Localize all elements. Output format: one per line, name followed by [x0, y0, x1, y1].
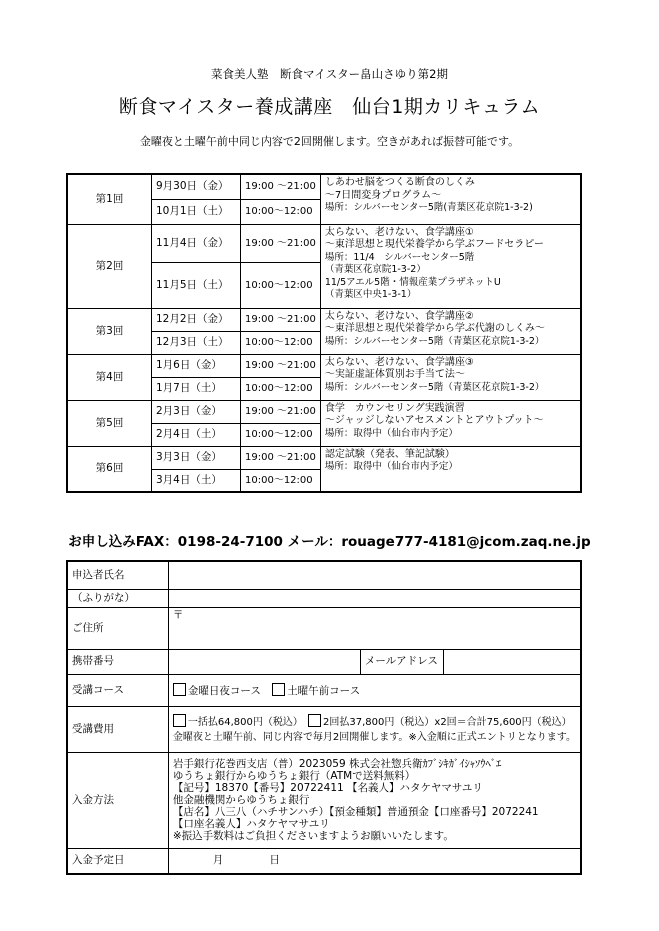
payment-line: 岩手銀行花巻西支店（普）2023059 株式会社惣兵衛ｶﾌﾞｼｷｶﾞｲｼｬｿｳﾍﾞｴ [172, 758, 502, 770]
session-time: 19:00 ～21:00 [241, 308, 321, 331]
lecture-number: 第1回 [67, 174, 152, 224]
course-options [168, 674, 581, 706]
lecture-number: 第6回 [67, 446, 152, 492]
course-option-friday[interactable]: 金曜日夜コース [173, 685, 261, 697]
payment-line: 【口座名義人】ハタケヤマサユリ [172, 818, 330, 830]
session-date: 2月4日（土） [152, 423, 241, 446]
lecture-row [67, 224, 581, 262]
form-row-course [67, 674, 581, 706]
name-field[interactable] [168, 561, 581, 589]
lecture-description [320, 174, 581, 224]
form-row-contact [67, 649, 581, 674]
school-subtitle: 菜食美人塾 断食マイスター畠山さゆり第2期 [211, 67, 448, 81]
session-time: 10:00～12:00 [241, 469, 321, 492]
lecture-description [320, 224, 581, 308]
description-line: ～東洋思想と現代栄養学から学ぶ代謝のしくみ～ [324, 323, 545, 334]
lecture-row [67, 354, 581, 377]
description-line: 食学 カウンセリング実践演習 [324, 402, 465, 414]
email-cell [360, 649, 581, 674]
date-field[interactable] [168, 848, 581, 874]
fee-option-split[interactable]: 2回払37,800円（税込）x2回＝合計75,600円（税込） [306, 717, 572, 728]
lecture-number: 第2回 [67, 224, 152, 308]
postal-mark: 〒 [172, 608, 184, 621]
split-payment-checkbox[interactable] [308, 714, 321, 727]
session-time: 10:00～12:00 [241, 331, 321, 354]
lecture-description [320, 308, 581, 354]
contact-info: お申し込みFAX：0198-24-7100 メール：rouage777-4181@jcom.zaq.ne.jp [68, 534, 591, 550]
payment-line: 【記号】18370【番号】20722411 【名義人】ハタケヤマサユリ [172, 782, 483, 794]
lecture-number: 第5回 [67, 400, 152, 446]
venue-line: （青葉区中央1-3-1） [324, 289, 417, 300]
payment-line: 【店名】八三八（ハチサンハチ）【預金種類】普通預金【口座番号】2072241 [172, 806, 539, 818]
fee-note: 金曜夜と土曜午前、同じ内容で毎月2回開催します。※入金順に正式エントリとなります。 [172, 731, 576, 743]
session-date: 1月7日（土） [152, 377, 241, 400]
lecture-row [67, 446, 581, 469]
venue-line: 場所：取得中（仙台市内予定） [324, 427, 458, 439]
phone-field[interactable] [168, 649, 360, 674]
lecture-description [320, 446, 581, 492]
day-label: 日 [269, 854, 280, 867]
venue-line: 場所：取得中（仙台市内予定） [324, 461, 458, 472]
session-date: 3月3日（金） [152, 446, 241, 469]
description-line: ～7日間変身プログラム～ [324, 189, 442, 201]
session-date: 9月30日（金） [152, 174, 241, 199]
session-date: 12月2日（金） [152, 308, 241, 331]
fee-label: 受講費用 [67, 706, 168, 752]
lecture-row [67, 400, 581, 423]
description-line: しあわせ脳をつくる断食のしくみ [324, 177, 475, 188]
session-date: 11月5日（土） [152, 262, 241, 308]
description-line: ～東洋思想と現代栄養学から学ぶフードセラピー [324, 239, 544, 250]
page-title: 断食マイスター養成講座 仙台1期カリキュラム [118, 96, 541, 118]
phone-label: 携帯番号 [67, 649, 168, 674]
lecture-number: 第3回 [67, 308, 152, 354]
session-time: 10:00～12:00 [241, 377, 321, 400]
lecture-row [67, 174, 581, 199]
session-time: 19:00 ～21:00 [241, 400, 321, 423]
lecture-row [67, 308, 581, 331]
lecture-description [320, 400, 581, 446]
venue-line: 場所：11/4 シルバーセンター5階 [324, 251, 475, 263]
session-date: 3月4日（土） [152, 469, 241, 492]
venue-line: 場所：シルバーセンター5階(青葉区花京院1-3-2) [324, 202, 533, 213]
lump-sum-checkbox[interactable] [173, 714, 186, 727]
session-date: 1月6日（金） [152, 354, 241, 377]
form-row-payment [67, 752, 581, 848]
lecture-number: 第4回 [67, 354, 152, 400]
address-field[interactable] [168, 607, 581, 649]
saturday-checkbox[interactable] [272, 683, 285, 696]
description-line: 太らない、老けない、食学講座① [324, 226, 474, 238]
session-time: 19:00 ～21:00 [241, 174, 321, 199]
venue-line: 11/5アエル5階・情報産業プラザネットU [324, 276, 501, 288]
furigana-field[interactable] [168, 589, 581, 607]
date-label: 入金予定日 [67, 848, 168, 874]
session-time: 10:00～12:00 [241, 423, 321, 446]
session-date: 10月1日（土） [152, 199, 241, 224]
session-time: 19:00 ～21:00 [241, 446, 321, 469]
form-row-fee [67, 706, 581, 752]
session-date: 2月3日（金） [152, 400, 241, 423]
session-time: 19:00 ～21:00 [241, 224, 321, 262]
month-label: 月 [212, 854, 224, 867]
description-line: 認定試験（発表、筆記試験） [324, 448, 455, 460]
description-line: ～実証虚証体質別お手当て法～ [324, 369, 465, 380]
payment-label: 入金方法 [67, 752, 168, 848]
course-label: 受講コース [67, 674, 168, 706]
fee-options [168, 706, 581, 752]
payment-line: ゆうちょ銀行からゆうちょ銀行（ATMで送料無料） [172, 770, 416, 782]
schedule-note: 金曜夜と土曜午前中同じ内容で2回開催します。空きがあれば振替可能です。 [139, 135, 520, 148]
fee-option-lump[interactable]: 一括払64,800円（税込） [173, 717, 303, 728]
description-line: 太らない、老けない、食学講座② [324, 310, 474, 322]
form-row-address [67, 607, 581, 649]
session-time: 10:00～12:00 [241, 262, 321, 308]
email-label: メールアドレス [361, 650, 444, 674]
lecture-description [320, 354, 581, 400]
name-label: 申込者氏名 [67, 561, 168, 589]
venue-line: 場所：シルバーセンター5階（青葉区花京院1-3-2） [324, 381, 545, 393]
session-time: 19:00 ～21:00 [241, 354, 321, 377]
application-form [66, 560, 582, 875]
venue-line: （青葉区花京院1-3-2） [324, 264, 426, 275]
friday-checkbox[interactable] [173, 683, 186, 696]
session-date: 12月3日（土） [152, 331, 241, 354]
session-time: 10:00～12:00 [241, 199, 321, 224]
session-date: 11月4日（金） [152, 224, 241, 262]
payment-line: ※振込手数料はご負担くださいますようお願いいたします。 [172, 830, 454, 842]
form-row-furigana [67, 589, 581, 607]
venue-line: 場所：シルバーセンター5階（青葉区花京院1-3-2） [324, 335, 545, 347]
furigana-label: （ふりがな） [67, 589, 168, 607]
form-row-name [67, 561, 581, 589]
curriculum-table [66, 173, 582, 493]
email-field[interactable] [444, 650, 576, 674]
description-line: ～ジャッジしないアセスメントとアウトプット～ [324, 415, 544, 426]
payment-details [168, 752, 581, 848]
payment-line: 他金融機関からゆうちょ銀行 [172, 794, 310, 806]
description-line: 太らない、老けない、食学講座③ [324, 356, 474, 368]
course-option-saturday[interactable]: 土曜午前コース [272, 685, 360, 697]
form-row-date [67, 848, 581, 874]
address-label: ご住所 [67, 607, 168, 649]
